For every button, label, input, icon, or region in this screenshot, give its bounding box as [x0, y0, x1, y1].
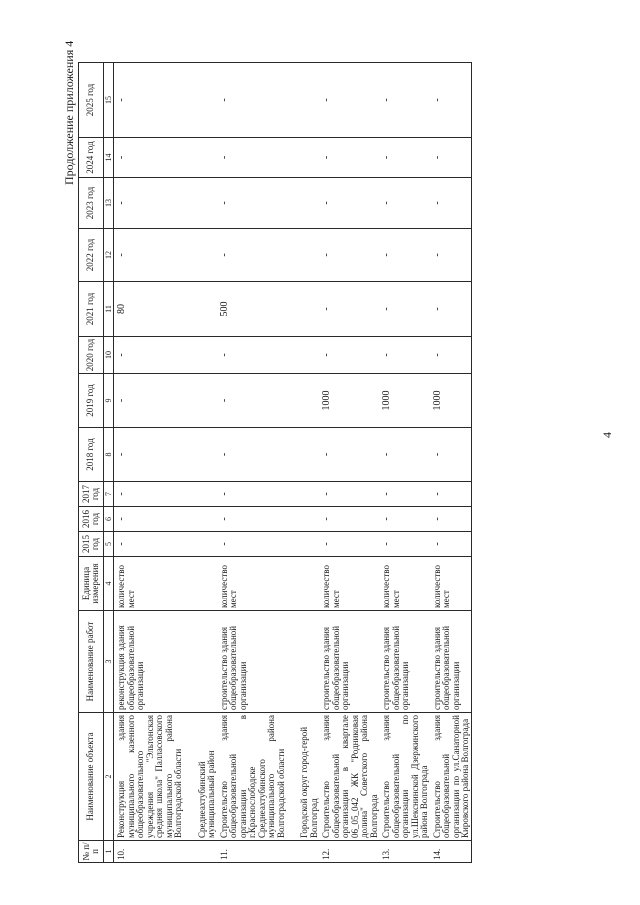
- header-row: [79, 63, 104, 863]
- header-year: 2019 год: [79, 374, 104, 428]
- year-value: -: [217, 532, 320, 557]
- header-object: Наименование объекта: [79, 713, 104, 841]
- work-name: строительство здания общеобразовательной организации: [319, 611, 379, 713]
- year-value: -: [114, 337, 217, 374]
- year-value: 1000: [430, 374, 472, 428]
- year-value: -: [430, 507, 472, 532]
- year-value: -: [319, 482, 379, 507]
- year-value: -: [217, 482, 320, 507]
- year-value: -: [319, 282, 379, 337]
- year-value: -: [217, 507, 320, 532]
- section-subheading: Среднеахтубинский муниципальный район: [196, 750, 216, 838]
- year-value: -: [430, 482, 472, 507]
- object-cell: [379, 713, 430, 841]
- year-value: -: [319, 532, 379, 557]
- page-number: 4: [600, 432, 614, 438]
- year-value: -: [319, 178, 379, 229]
- year-value: 80: [114, 282, 217, 337]
- row-number: 14.: [430, 841, 472, 863]
- header-year: 2020 год: [79, 337, 104, 374]
- year-value: -: [114, 374, 217, 428]
- year-value: -: [379, 229, 430, 282]
- year-value: -: [379, 178, 430, 229]
- year-value: -: [217, 229, 320, 282]
- column-number: 2: [104, 713, 114, 841]
- row-number: 12.: [319, 841, 379, 863]
- year-value: -: [114, 229, 217, 282]
- year-value: -: [379, 337, 430, 374]
- year-value: -: [114, 63, 217, 138]
- year-value: -: [319, 337, 379, 374]
- year-value: -: [430, 229, 472, 282]
- table-row: [430, 63, 472, 863]
- column-number: 7: [104, 482, 114, 507]
- column-number: 10: [104, 337, 114, 374]
- work-name: строительство здания общеобразовательной организации: [379, 611, 430, 713]
- column-number: 1: [104, 841, 114, 863]
- year-value: 1000: [319, 374, 379, 428]
- row-number: 13.: [379, 841, 430, 863]
- unit-name: количество мест: [114, 557, 217, 611]
- year-value: -: [430, 282, 472, 337]
- year-value: -: [430, 428, 472, 482]
- year-value: -: [319, 63, 379, 138]
- year-value: -: [114, 428, 217, 482]
- year-value: -: [217, 428, 320, 482]
- column-number: 9: [104, 374, 114, 428]
- year-value: -: [319, 428, 379, 482]
- year-value: -: [379, 532, 430, 557]
- column-number: 14: [104, 138, 114, 178]
- object-cell: [430, 713, 472, 841]
- header-year: 2022 год: [79, 229, 104, 282]
- year-value: -: [430, 532, 472, 557]
- year-value: 1000: [379, 374, 430, 428]
- object-name: Строительство здания общеобразовательной организации в г.Краснослободске Среднеахтубинского муниципального района Волгоградской области: [218, 715, 286, 838]
- header-year: 2016 год: [79, 507, 104, 532]
- work-name: строительство здания общеобразовательной организации: [430, 611, 472, 713]
- header-year: 2021 год: [79, 282, 104, 337]
- header-year: 2015 год: [79, 532, 104, 557]
- column-number: 15: [104, 63, 114, 138]
- column-number: 6: [104, 507, 114, 532]
- unit-name: количество мест: [379, 557, 430, 611]
- header-year: 2025 год: [79, 63, 104, 138]
- table-row: [319, 63, 379, 863]
- header-year: 2024 год: [79, 138, 104, 178]
- year-value: -: [114, 532, 217, 557]
- work-name: реконструкция здания общеобразовательной организации: [114, 611, 217, 713]
- year-value: -: [114, 507, 217, 532]
- year-value: -: [217, 374, 320, 428]
- year-value: -: [379, 507, 430, 532]
- year-value: -: [430, 63, 472, 138]
- header-unit: Единица измерения: [79, 557, 104, 611]
- year-value: -: [379, 482, 430, 507]
- year-value: -: [319, 138, 379, 178]
- construction-table: [78, 62, 472, 863]
- object-name: Строительство здания общеобразовательной организации в квартале 06_05_042 ЖК "Родниковая долина" Советского района Волгограда: [321, 715, 379, 838]
- unit-name: количество мест: [430, 557, 472, 611]
- year-value: -: [217, 337, 320, 374]
- row-number: 11.: [217, 841, 320, 863]
- column-number: 11: [104, 282, 114, 337]
- year-value: -: [114, 138, 217, 178]
- column-number: 13: [104, 178, 114, 229]
- year-value: -: [319, 229, 379, 282]
- year-value: -: [379, 428, 430, 482]
- header-year: 2023 год: [79, 178, 104, 229]
- header-num: № п/п: [79, 841, 104, 863]
- header-year: 2017 год: [79, 482, 104, 507]
- table-body: [114, 63, 472, 863]
- column-number: 12: [104, 229, 114, 282]
- section-subheading: Городской округ город-герой Волгоград: [299, 726, 319, 838]
- column-number: 8: [104, 428, 114, 482]
- object-name: Реконструкция здания муниципального казенного общеобразовательного учреждения "Эльтонская средняя школа" Палласовского муниципального района Волгоградской области: [116, 715, 183, 838]
- year-value: -: [217, 138, 320, 178]
- object-cell: [114, 713, 217, 841]
- row-number: 10.: [114, 841, 217, 863]
- year-value: -: [379, 138, 430, 178]
- unit-name: количество мест: [319, 557, 379, 611]
- year-value: -: [430, 138, 472, 178]
- year-value: -: [114, 482, 217, 507]
- continuation-label: Продолжение приложения 4: [62, 40, 76, 185]
- year-value: -: [319, 507, 379, 532]
- column-number: 4: [104, 557, 114, 611]
- header-year: 2018 год: [79, 428, 104, 482]
- object-name: Строительство здания общеобразовательной организации по ул.Шекснинской Дзержинского района Волгограда: [381, 715, 429, 838]
- column-number: 3: [104, 611, 114, 713]
- table-row: [217, 63, 320, 863]
- object-cell: [217, 713, 320, 841]
- year-value: -: [379, 63, 430, 138]
- year-value: -: [114, 178, 217, 229]
- year-value: 500: [217, 282, 320, 337]
- year-value: -: [217, 63, 320, 138]
- table-row: [379, 63, 430, 863]
- unit-name: количество мест: [217, 557, 320, 611]
- object-cell: [319, 713, 379, 841]
- header-work: Наименование работ: [79, 611, 104, 713]
- year-value: -: [379, 282, 430, 337]
- year-value: -: [430, 337, 472, 374]
- year-value: -: [217, 178, 320, 229]
- column-number: 5: [104, 532, 114, 557]
- table-row: [114, 63, 217, 863]
- year-value: -: [430, 178, 472, 229]
- work-name: строительство здания общеобразовательной организации: [217, 611, 320, 713]
- column-number-row: [104, 63, 114, 863]
- object-name: Строительство здания общеобразовательной организации по ул.Санаторной Кировского района Волгограда: [431, 715, 470, 838]
